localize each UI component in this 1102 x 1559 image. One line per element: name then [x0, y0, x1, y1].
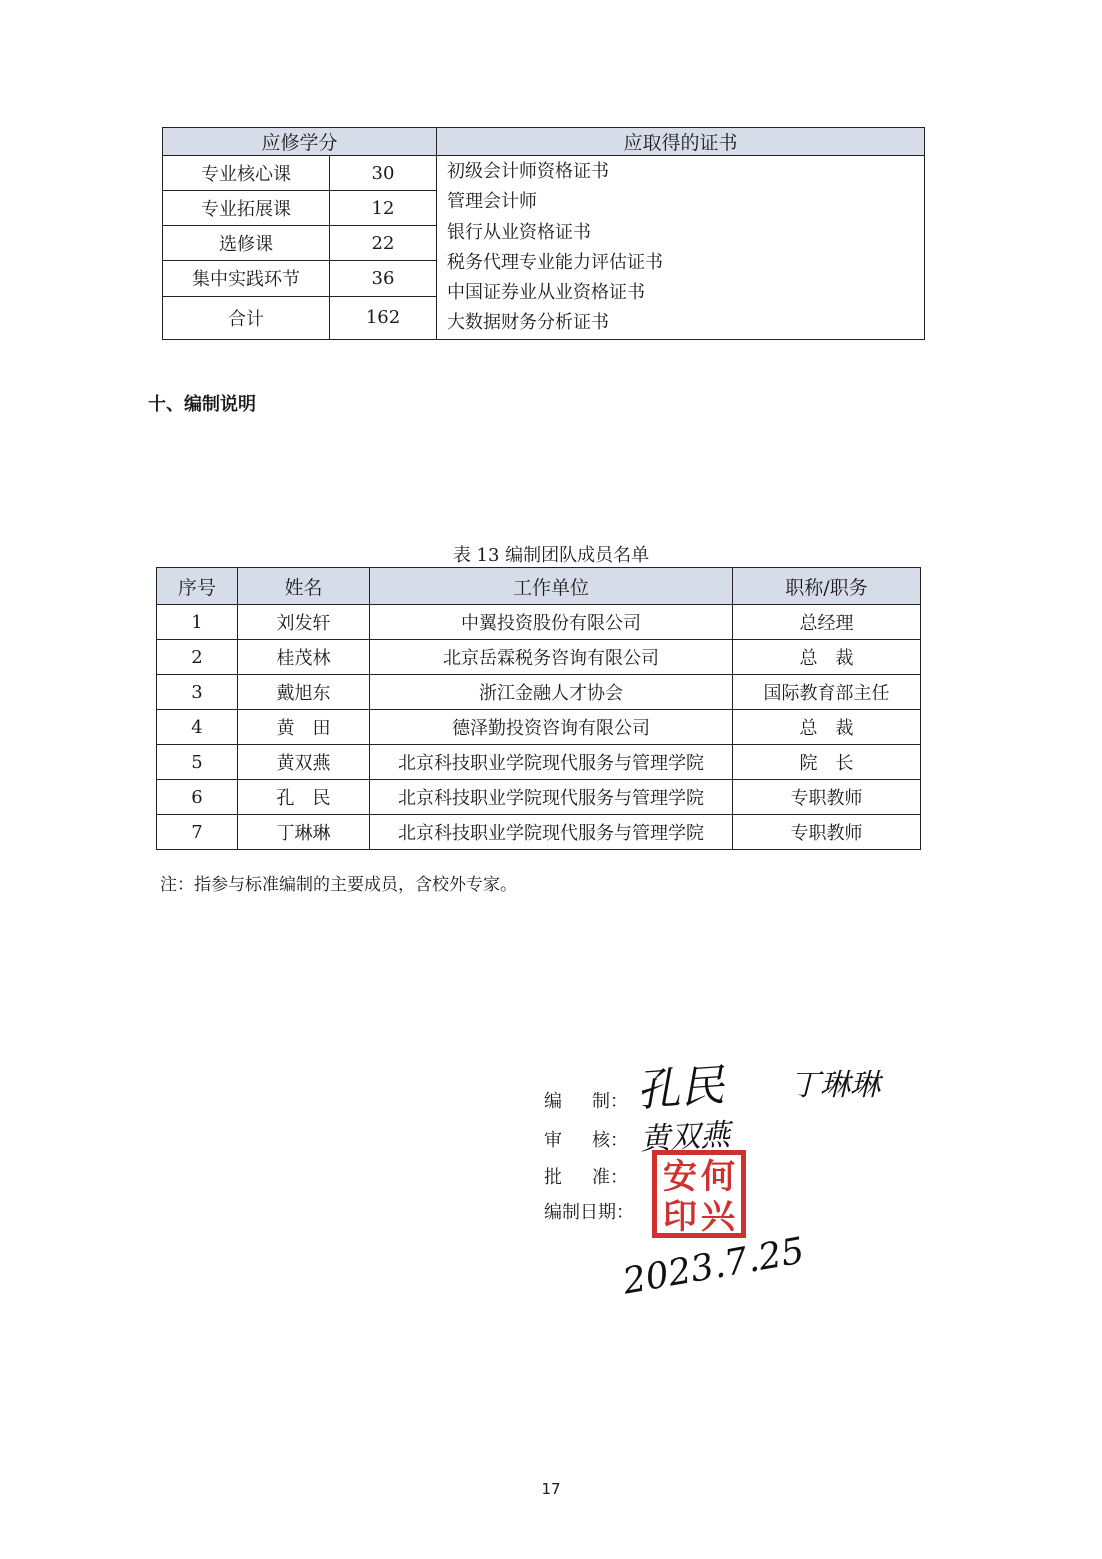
member-title: 专职教师	[733, 780, 921, 815]
credits-header: 应修学分	[163, 128, 437, 156]
column-header: 姓名	[238, 568, 370, 605]
certificate-item: 管理会计师	[447, 191, 537, 213]
table-row	[163, 156, 925, 191]
certificate-item: 初级会计师资格证书	[447, 161, 609, 182]
member-title: 总经理	[733, 605, 921, 640]
approval-seal	[652, 1150, 746, 1238]
page-number: 17	[541, 1480, 561, 1498]
course-type: 专业拓展课	[163, 191, 330, 226]
member-org: 北京科技职业学院现代服务与管理学院	[370, 815, 733, 850]
table-note: 注：指参与标准编制的主要成员，含校外专家。	[160, 875, 517, 895]
member-name: 戴旭东	[238, 675, 370, 710]
credit-value: 12	[330, 191, 437, 226]
column-header: 工作单位	[370, 568, 733, 605]
member-org: 德泽勤投资咨询有限公司	[370, 710, 733, 745]
row-index: 2	[157, 640, 238, 675]
row-index: 5	[157, 745, 238, 780]
row-index: 1	[157, 605, 238, 640]
credit-value: 36	[330, 261, 437, 296]
table-row	[157, 605, 921, 640]
seal-char: 兴	[701, 1197, 735, 1237]
member-title: 国际教育部主任	[733, 675, 921, 710]
compile-signature-2: 丁琳琳	[790, 1068, 880, 1103]
member-name: 桂茂林	[238, 640, 370, 675]
certificate-item: 银行从业资格证书	[447, 221, 591, 243]
member-org: 北京科技职业学院现代服务与管理学院	[370, 745, 733, 780]
member-name: 孔 民	[238, 780, 370, 815]
certificate-item: 税务代理专业能力评估证书	[447, 251, 663, 273]
date-label: 编制日期：	[544, 1202, 634, 1223]
certificates-header: 应取得的证书	[437, 128, 925, 156]
section-title: 十、编制说明	[148, 394, 256, 415]
row-index: 4	[157, 710, 238, 745]
certificate-item: 中国证券业从业资格证书	[447, 282, 645, 304]
table-row	[157, 815, 921, 850]
column-header: 序号	[157, 568, 238, 605]
credit-value: 30	[330, 156, 437, 191]
handwritten-date: 2023.7.25	[619, 1230, 808, 1303]
table-row	[157, 780, 921, 815]
compile-label: 编 制：	[544, 1091, 628, 1112]
member-org: 北京岳霖税务咨询有限公司	[370, 640, 733, 675]
table-row	[157, 640, 921, 675]
compile-signature-1: 孔民	[634, 1059, 726, 1117]
member-name: 丁琳琳	[238, 815, 370, 850]
course-type: 集中实践环节	[163, 261, 330, 296]
review-signature: 黄双燕	[639, 1117, 732, 1158]
credits-table	[162, 127, 925, 340]
member-title: 院 长	[733, 745, 921, 780]
column-header: 职称/职务	[733, 568, 921, 605]
total-value: 162	[330, 296, 437, 339]
seal-char: 何	[701, 1157, 735, 1197]
table-row	[157, 710, 921, 745]
member-title: 总 裁	[733, 710, 921, 745]
member-title: 专职教师	[733, 815, 921, 850]
course-type: 选修课	[163, 226, 330, 261]
credit-value: 22	[330, 226, 437, 261]
table-row	[157, 745, 921, 780]
total-label: 合计	[163, 296, 330, 339]
member-org: 中翼投资股份有限公司	[370, 605, 733, 640]
seal-char: 安	[663, 1157, 697, 1197]
team-table	[156, 567, 921, 850]
table-row	[157, 675, 921, 710]
row-index: 7	[157, 815, 238, 850]
row-index: 6	[157, 780, 238, 815]
member-name: 黄双燕	[238, 745, 370, 780]
certificate-item: 大数据财务分析证书	[447, 312, 609, 334]
member-org: 北京科技职业学院现代服务与管理学院	[370, 780, 733, 815]
member-name: 黄 田	[238, 710, 370, 745]
course-type: 专业核心课	[163, 156, 330, 191]
seal-char: 印	[663, 1197, 697, 1237]
member-org: 浙江金融人才协会	[370, 675, 733, 710]
table-caption: 表 13 编制团队成员名单	[452, 545, 650, 566]
row-index: 3	[157, 675, 238, 710]
certificate-list	[437, 156, 925, 340]
approve-label: 批 准：	[544, 1167, 628, 1188]
member-name: 刘发轩	[238, 605, 370, 640]
member-title: 总 裁	[733, 640, 921, 675]
review-label: 审 核：	[544, 1130, 628, 1151]
